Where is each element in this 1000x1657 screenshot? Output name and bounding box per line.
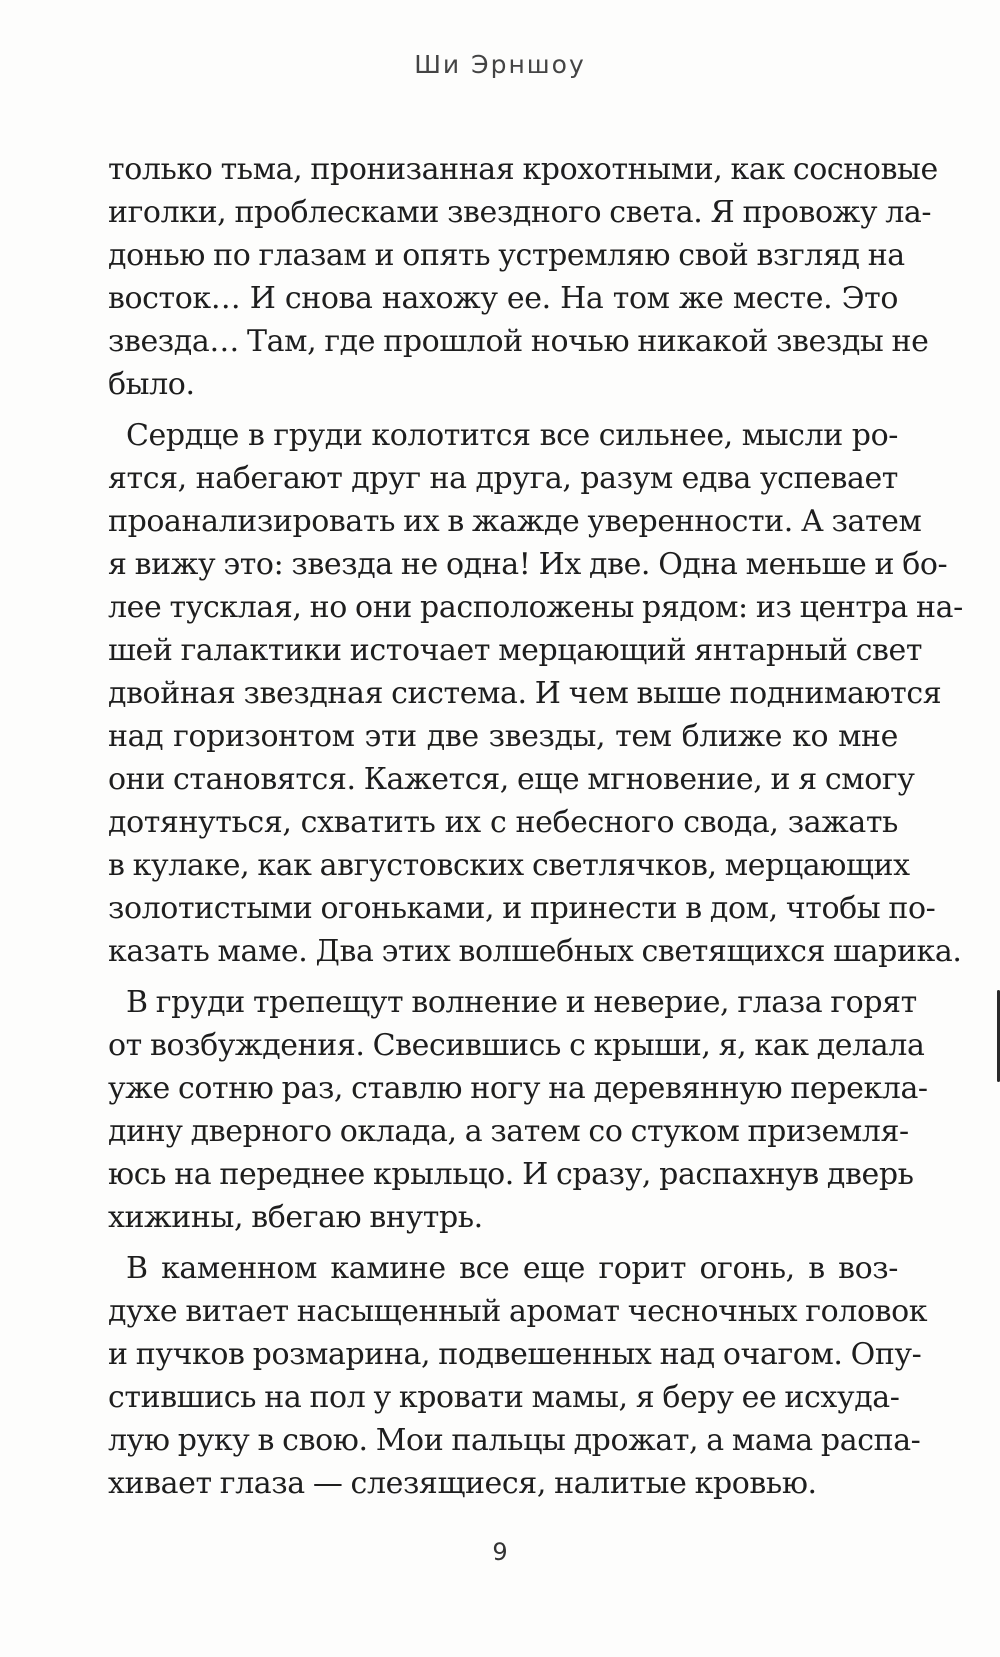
text-line: лее тусклая, но они расположены рядом: из центра на-	[108, 590, 963, 625]
text-line: было.	[108, 367, 195, 402]
body-text	[108, 148, 963, 1505]
text-line: шей галактики источает мерцающий янтарный свет	[108, 633, 923, 668]
text-line: духе витает насыщенный аромат чесночных головок	[108, 1294, 928, 1329]
text-line: и пучков розмарина, подвешенных над очагом. Опу-	[108, 1337, 922, 1372]
text-line: донью по глазам и опять устремляю свой взгляд на	[108, 238, 905, 273]
text-line: дину дверного оклада, а затем со стуком приземля-	[108, 1114, 909, 1149]
paragraph	[108, 414, 963, 973]
text-line: В груди трепещут волнение и неверие, глаза горят	[126, 985, 917, 1020]
text-line: В каменном камине все еще горит огонь, в воз-	[126, 1251, 898, 1286]
paragraph	[108, 148, 938, 406]
text-line: в кулаке, как августовских светлячков, мерцающих	[108, 848, 910, 883]
text-line: юсь на переднее крыльцо. И сразу, распахнув дверь	[108, 1157, 914, 1192]
text-line: иголки, проблесками звездного света. Я провожу ла-	[108, 195, 932, 230]
text-line: восток… И снова нахожу ее. На том же месте. Это	[108, 281, 898, 316]
text-line: дотянуться, схватить их с небесного свода, зажать	[108, 805, 898, 840]
paragraph	[108, 1247, 928, 1505]
text-line: двойная звездная система. И чем выше поднимаются	[108, 676, 942, 711]
text-line: я вижу это: звезда не одна! Их две. Одна меньше и бо-	[108, 547, 948, 582]
text-line: ятся, набегают друг на друга, разум едва успевает	[108, 461, 898, 496]
text-line: они становятся. Кажется, еще мгновение, и я смогу	[108, 762, 915, 797]
text-line: уже сотню раз, ставлю ногу на деревянную перекла-	[108, 1071, 928, 1106]
text-line: звезда… Там, где прошлой ночью никакой звезды не	[108, 324, 929, 359]
text-line: проанализировать их в жажде уверенности. А затем	[108, 504, 922, 539]
text-line: казать маме. Два этих волшебных светящихся шарика.	[108, 934, 962, 969]
text-line: лую руку в свою. Мои пальцы дрожат, а мама распа-	[108, 1423, 921, 1458]
running-head: Ши Эрншоу	[414, 50, 586, 79]
text-line: Сердце в груди колотится все сильнее, мысли ро-	[126, 418, 898, 453]
text-line: хижины, вбегаю внутрь.	[108, 1200, 483, 1235]
text-line: стившись на пол у кровати мамы, я беру ее исхуда-	[108, 1380, 900, 1415]
text-line: от возбуждения. Свесившись с крыши, я, как делала	[108, 1028, 925, 1063]
text-line: над горизонтом эти две звезды, тем ближе ко мне	[108, 719, 898, 754]
text-line: хивает глаза — слезящиеся, налитые кровью.	[108, 1466, 817, 1501]
text-line: золотистыми огоньками, и принести в дом, чтобы по-	[108, 891, 936, 926]
paragraph	[108, 981, 928, 1239]
text-line: только тьма, пронизанная крохотными, как сосновые	[108, 152, 938, 187]
page-number: 9	[492, 1538, 508, 1566]
